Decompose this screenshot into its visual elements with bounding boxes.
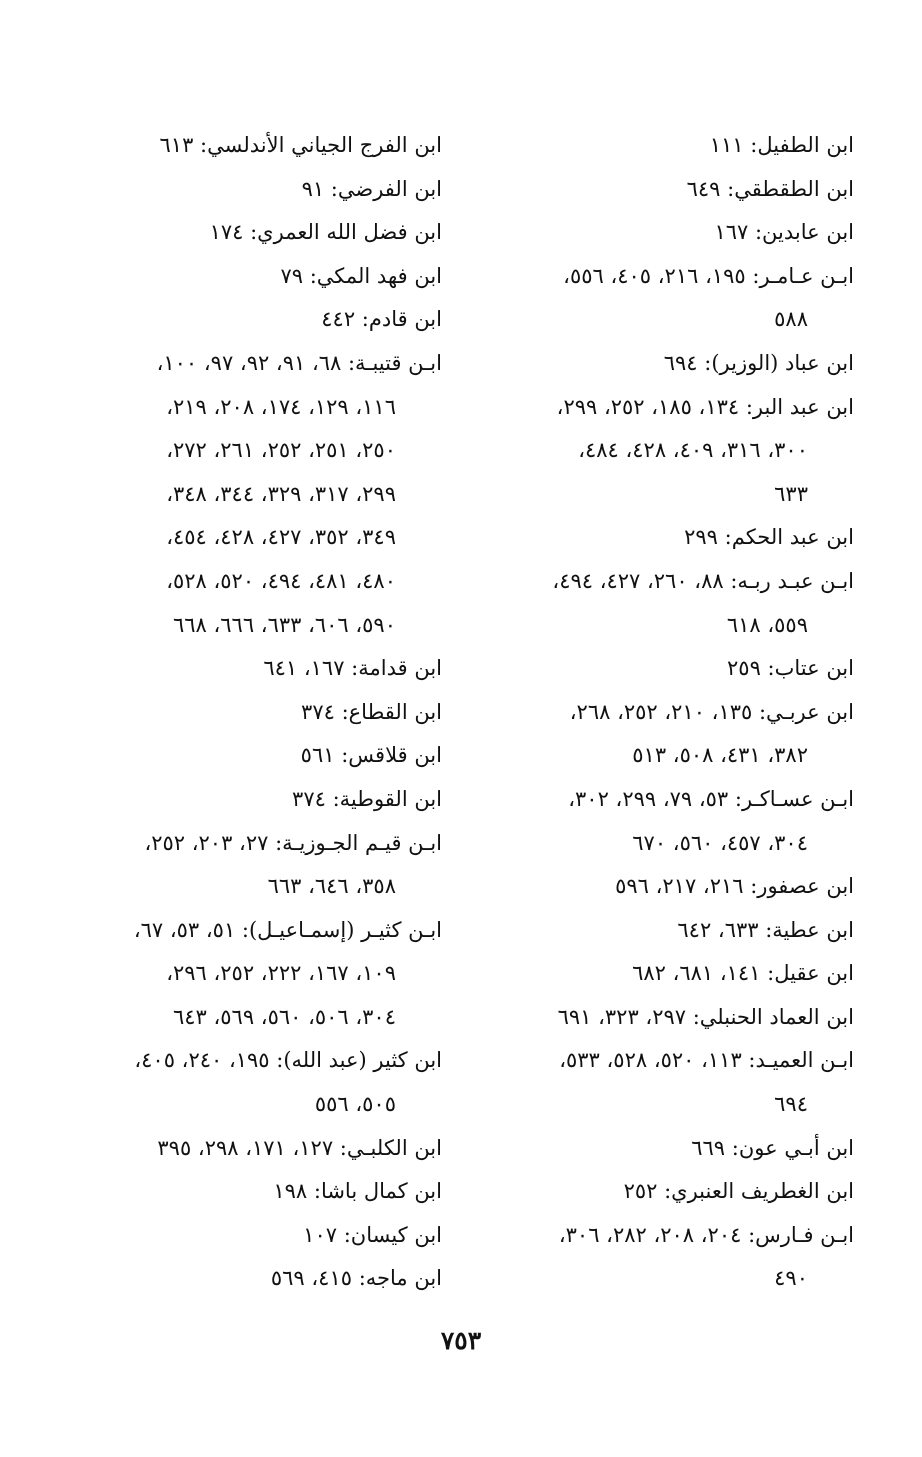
index-entry: ابن القوطية: ٣٧٤ xyxy=(292,786,442,811)
index-entry: ابن عبد الحكم: ٢٩٩ xyxy=(684,525,854,550)
index-entry: ابن الطفيل: ١١١ xyxy=(709,133,854,157)
index-entry-continuation: ٢٥٠، ٢٥١، ٢٥٢، ٢٦١، ٢٧٢، xyxy=(166,438,396,463)
index-entry: ابـن العميـد: ١١٣، ٥٢٠، ٥٢٨، ٥٣٣، xyxy=(559,1048,854,1073)
index-entry: ابـن عسـاكـر: ٥٣، ٧٩، ٢٩٩، ٣٠٢، xyxy=(568,786,854,811)
index-entry: ابن كمال باشا: ١٩٨ xyxy=(273,1179,442,1204)
index-entry-continuation: ٥٠٥، ٥٥٦ xyxy=(314,1092,396,1117)
index-entry: ابن عصفور: ٢١٦، ٢١٧، ٥٩٦ xyxy=(615,874,854,899)
index-entry-continuation: ٢٩٩، ٣١٧، ٣٢٩، ٣٤٤، ٣٤٨، xyxy=(166,481,396,506)
index-entry: ابـن كثيـر (إسمـاعيـل): ٥١، ٥٣، ٦٧، xyxy=(133,917,442,942)
index-entry-continuation: ٥٥٩، ٦١٨ xyxy=(726,612,808,637)
index-entry: ابـن عبـد ربـه: ٨٨، ٢٦٠، ٤٢٧، ٤٩٤، xyxy=(552,568,854,593)
index-entry: ابن عطية: ٦٣٣، ٦٤٢ xyxy=(677,917,854,942)
index-entry: ابن الفرج الجياني الأندلسي: ٦١٣ xyxy=(159,133,442,157)
index-entry: ابن عبد البر: ١٣٤، ١٨٥، ٢٥٢، ٢٩٩، xyxy=(556,394,854,419)
index-entry-continuation: ٥٩٠، ٦٠٦، ٦٣٣، ٦٦٦، ٦٦٨ xyxy=(172,612,396,637)
index-entry: ابـن قتيبـة: ٦٨، ٩١، ٩٢، ٩٧، ١٠٠، xyxy=(156,350,442,375)
index-entry-continuation: ١١٦، ١٢٩، ١٧٤، ٢٠٨، ٢١٩، xyxy=(166,394,396,419)
index-entry: ابـن قيـم الجـوزيـة: ٢٧، ٢٠٣، ٢٥٢، xyxy=(144,830,442,855)
index-entry: ابن كثير (عبد الله): ١٩٥، ٢٤٠، ٤٠٥، xyxy=(134,1048,442,1073)
index-entry-continuation: ٤٩٠ xyxy=(774,1266,808,1291)
index-entry: ابن عربـي: ١٣٥، ٢١٠، ٢٥٢، ٢٦٨، xyxy=(569,699,854,724)
index-entry-continuation: ٦٩٤ xyxy=(774,1092,808,1117)
index-entry: ابن ماجه: ٤١٥، ٥٦٩ xyxy=(270,1266,442,1291)
index-entry-continuation: ١٠٩، ١٦٧، ٢٢٢، ٢٥٢، ٢٩٦، xyxy=(166,961,396,986)
index-entry: ابن الطقطقي: ٦٤٩ xyxy=(686,176,854,201)
index-entry-continuation: ٣٠٠، ٣١٦، ٤٠٩، ٤٢٨، ٤٨٤، xyxy=(578,438,808,463)
index-entry: ابـن فـارس: ٢٠٤، ٢٠٨، ٢٨٢، ٣٠٦، xyxy=(558,1222,854,1247)
index-entry: ابن أبـي عون: ٦٦٩ xyxy=(691,1135,854,1160)
index-entry: ابن القطاع: ٣٧٤ xyxy=(301,699,442,724)
index-entry: ابن قادم: ٤٤٢ xyxy=(321,307,442,332)
index-entry: ابن عتاب: ٢٥٩ xyxy=(727,656,854,681)
index-entry-continuation: ٣٤٩، ٣٥٢، ٤٢٧، ٤٢٨، ٤٥٤، xyxy=(166,525,396,550)
index-column-left xyxy=(62,124,442,1301)
index-entry-continuation: ٣٠٤، ٥٠٦، ٥٦٠، ٥٦٩، ٦٤٣ xyxy=(172,1004,396,1029)
index-entry: ابن الكلبـي: ١٢٧، ١٧١، ٢٩٨، ٣٩٥ xyxy=(157,1135,442,1160)
index-entry: ابن فضل الله العمري: ١٧٤ xyxy=(209,220,442,245)
index-entry: ابن الغطريف العنبري: ٢٥٢ xyxy=(623,1179,854,1204)
index-entry: ابن عقيل: ١٤١، ٦٨١، ٦٨٢ xyxy=(632,961,854,986)
index-entry: ابن قدامة: ١٦٧، ٦٤١ xyxy=(263,656,442,681)
index-entry: ابن قلاقس: ٥٦١ xyxy=(300,743,442,768)
index-entry: ابن العماد الحنبلي: ٢٩٧، ٣٢٣، ٦٩١ xyxy=(557,1004,854,1029)
index-entry: ابن الفرضي: ٩١ xyxy=(301,176,442,201)
index-entry: ابن عباد (الوزير): ٦٩٤ xyxy=(663,350,854,375)
page-number: ٧٥٣ xyxy=(440,1326,482,1355)
index-entry: ابن عابدين: ١٦٧ xyxy=(714,220,854,245)
index-column-right xyxy=(482,124,854,1301)
index-entry-continuation: ٥٨٨ xyxy=(774,307,808,332)
index-entry-continuation: ٦٣٣ xyxy=(774,481,808,506)
index-entry: ابن كيسان: ١٠٧ xyxy=(303,1222,442,1247)
index-entry: ابـن عـامـر: ١٩٥، ٢١٦، ٤٠٥، ٥٥٦، xyxy=(563,263,854,288)
index-entry-continuation: ٣٨٢، ٤٣١، ٥٠٨، ٥١٣ xyxy=(632,743,808,768)
index-entry-continuation: ٤٨٠، ٤٨١، ٤٩٤، ٥٢٠، ٥٢٨، xyxy=(166,568,396,593)
index-entry: ابن فهد المكي: ٧٩ xyxy=(280,263,442,288)
index-entry-continuation: ٣٠٤، ٤٥٧، ٥٦٠، ٦٧٠ xyxy=(632,830,808,855)
index-entry-continuation: ٣٥٨، ٦٤٦، ٦٦٣ xyxy=(267,874,396,899)
